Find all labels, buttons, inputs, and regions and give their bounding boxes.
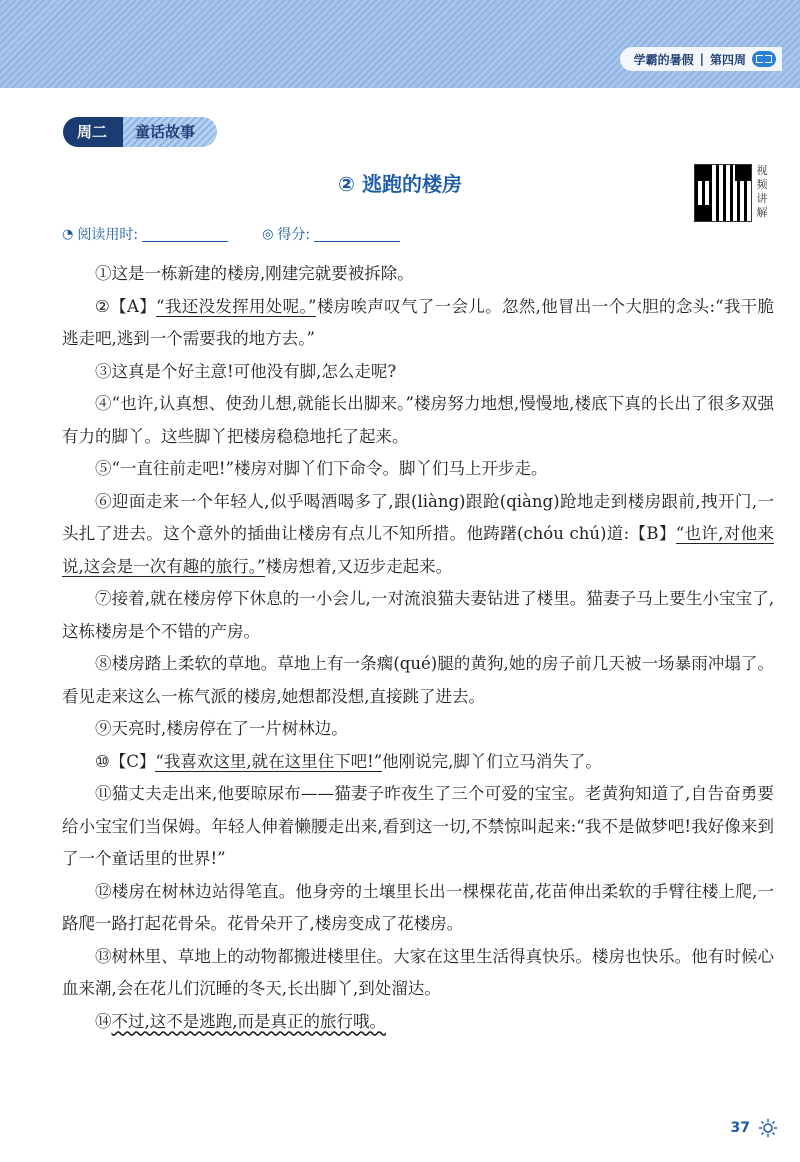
paragraph-4: ④“也许,认真想、使劲儿想,就能长出脚来。”楼房努力地想,慢慢地,楼底下真的长出了很多双强有力的脚丫。这些脚丫把楼房稳稳地托了起来。 xyxy=(62,394,774,446)
paragraph-13: ⑬树林里、草地上的动物都搬进楼里住。大家在这里生活得真快乐。楼房也快乐。他有时候心血来潮,会在花儿们沉睡的冬天,长出脚丫,到处溜达。 xyxy=(62,946,774,998)
reading-time-label: 阅读用时: xyxy=(77,227,139,243)
underlined-quote-c: “我喜欢这里,就在这里住下吧!” xyxy=(155,751,383,771)
meta-row xyxy=(62,224,434,244)
paragraph-5: ⑤“一直往前走吧!”楼房对脚丫们下命令。脚丫们马上开步走。 xyxy=(95,459,548,478)
sun-icon xyxy=(758,1118,778,1138)
paragraph-14-number: ⑭ xyxy=(95,1011,112,1031)
score-label: 得分: xyxy=(277,227,311,243)
paragraph-10 xyxy=(62,746,774,779)
reading-time xyxy=(62,224,228,244)
paragraph-2 xyxy=(62,291,774,356)
marker-c: ⑩【C】 xyxy=(95,751,156,771)
header-band xyxy=(0,0,800,88)
page-title: ② 逃跑的楼房 xyxy=(338,172,462,196)
paragraph-9: ⑨天亮时,楼房停在了一片树林边。 xyxy=(95,719,348,738)
day-tag: 周二 xyxy=(63,117,123,147)
paragraph-7: ⑦接着,就在楼房停下休息的一小会儿,一对流浪猫夫妻钻进了楼里。猫妻子马上要生小宝宝了,这栋楼房是个不错的产房。 xyxy=(62,589,774,641)
book-title: 学霸的暑假 xyxy=(633,52,694,67)
marker-a: ②【A】 xyxy=(95,296,157,316)
book-icon xyxy=(752,51,776,67)
score xyxy=(262,224,400,244)
clock-icon: ◔ xyxy=(62,226,74,242)
paragraph-3: ③这真是个好主意!可他没有脚,怎么走呢? xyxy=(95,361,397,381)
header-book-label xyxy=(620,47,782,71)
paragraph-2-rest: 楼房唉声叹气了一会儿。忽然,他冒出一个大胆的念头:“我干脆逃走吧,逃到一个需要我的地方去。” xyxy=(62,296,774,348)
paragraph-6-rest: 楼房想着,又迈步走起来。 xyxy=(265,556,453,576)
reading-time-blank[interactable] xyxy=(142,227,228,242)
paragraph-1: ①这是一栋新建的楼房,刚建完就要被拆除。 xyxy=(95,264,414,283)
qr-code-icon[interactable] xyxy=(695,165,751,221)
week-label: 第四周 xyxy=(709,52,746,67)
paragraph-12: ⑫楼房在树林边站得笔直。他身旁的土壤里长出一棵棵花苗,花苗伸出柔软的手臂往楼上爬,一路爬一路打起花骨朵。花骨朵开了,楼房变成了花楼房。 xyxy=(62,881,774,933)
paragraph-11: ⑪猫丈夫走出来,他要晾尿布——猫妻子昨夜生了三个可爱的宝宝。老黄狗知道了,自告奋勇要给小宝宝们当保姆。年轻人伸着懒腰走出来,看到这一切,不禁惊叫起来:“我不是做梦吧!我好像来到了一个童话里的世界!” xyxy=(62,784,774,868)
paragraph-14 xyxy=(62,1006,774,1039)
paragraph-6 xyxy=(62,486,774,584)
story-text xyxy=(62,258,774,1038)
page-number: 37 xyxy=(730,1120,750,1136)
paragraph-8: ⑧楼房踏上柔软的草地。草地上有一条瘸(qué)腿的黄狗,她的房子前几天被一场暴雨冲塌了。看见走来这么一栋气派的楼房,她想都没想,直接跳了进去。 xyxy=(62,654,774,706)
topic-tag: 童话故事 xyxy=(117,117,217,147)
section-tag xyxy=(63,116,217,148)
qr-label: 视频讲解 xyxy=(756,164,768,219)
check-icon: ◎ xyxy=(262,226,274,242)
underlined-quote-b: “也许,对他来说,这会是一次有趣的旅行。” xyxy=(62,524,774,576)
header-separator: | xyxy=(699,52,704,66)
paragraph-10-rest: 他刚说完,脚丫们立马消失了。 xyxy=(382,751,602,771)
paragraph-6-start: ⑥迎面走来一个年轻人,似乎喝酒喝多了,跟(liàng)跟跄(qiàng)跄地走到楼房跟前,拽开门,一头扎了进去。这个意外的插曲让楼房有点儿不知所措。他踌躇(chóu chú)道:【B】 xyxy=(62,491,774,543)
underlined-quote-a: “我还没发挥用处呢。” xyxy=(156,296,317,316)
score-blank[interactable] xyxy=(314,227,400,242)
wavy-underlined-sentence: 不过,这不是逃跑,而是真正的旅行哦。 xyxy=(111,1011,386,1031)
